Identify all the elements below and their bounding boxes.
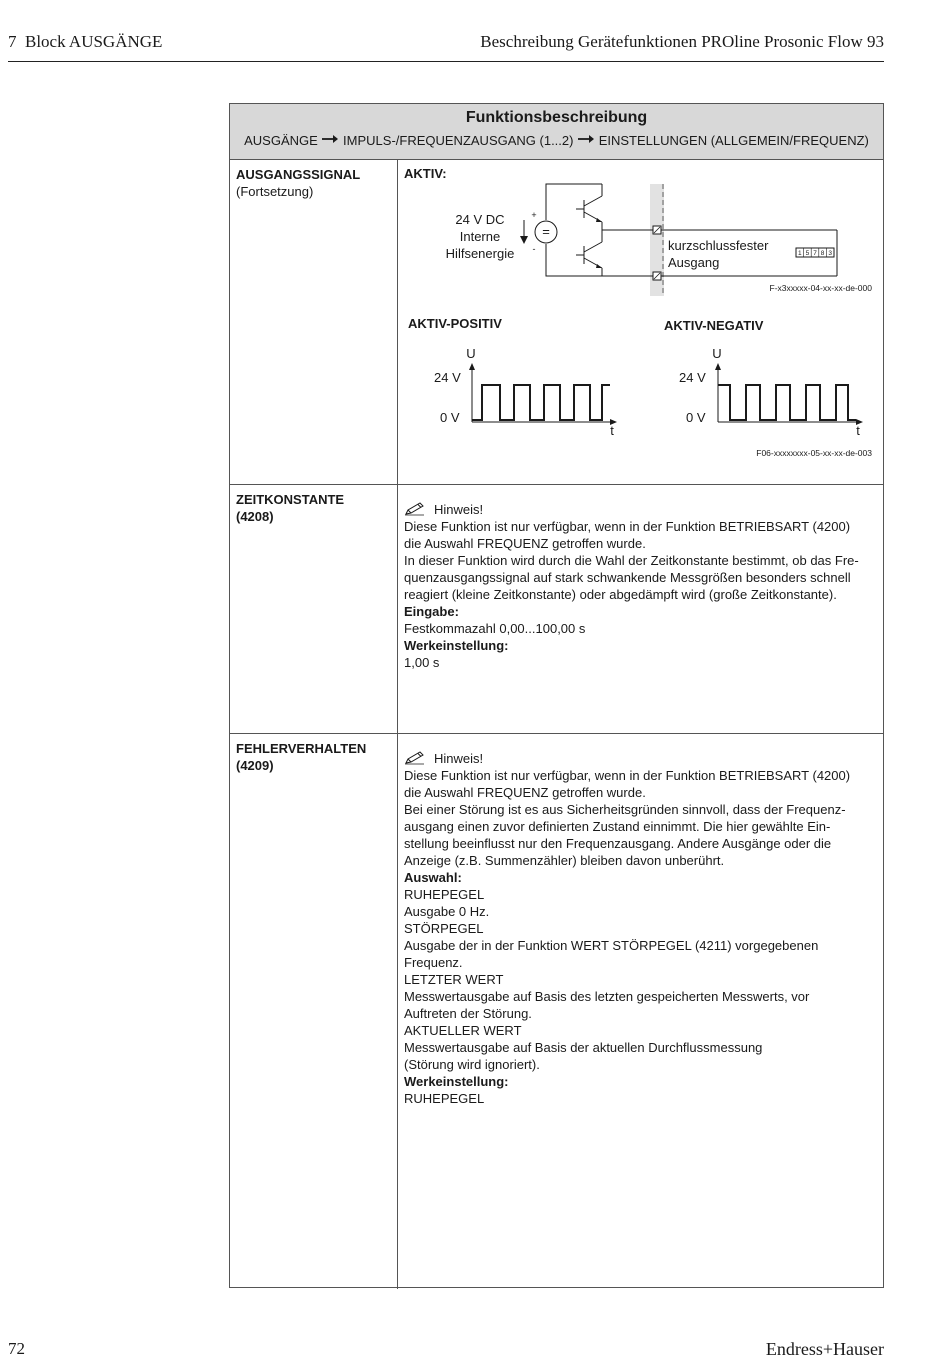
- chapter-title: 7 Block AUSGÄNGE: [8, 32, 163, 51]
- figure-code: F-x3xxxxx-04-xx-xx-de-000: [769, 283, 872, 293]
- document-title: Beschreibung Gerätefunktionen PROline Prosonic Flow 93: [480, 32, 884, 51]
- figure-code: F06-xxxxxxxx-05-xx-xx-de-003: [756, 448, 872, 458]
- paragraph-line: reagiert (kleine Zeitkonstante) oder abgedämpft wird (große Zeitkonstante).: [404, 587, 837, 602]
- note-line: [404, 750, 877, 767]
- menu-path: [230, 133, 883, 148]
- pulse-train-positive: [472, 385, 610, 420]
- pencil-note-icon: [404, 751, 426, 765]
- function-row-ausgangssignal: [230, 160, 883, 485]
- function-name-cell: [230, 485, 398, 733]
- option-description: (Störung wird ignoriert).: [404, 1057, 540, 1072]
- choice-label: Auswahl:: [404, 870, 462, 885]
- transistor-lower-arrow: [596, 264, 602, 268]
- paragraph-line: ausgang einen zuvor definierten Zustand einnimmt. Die hier gewählte Ein-: [404, 819, 831, 834]
- pencil-note-icon: [404, 502, 426, 516]
- paragraph-line: Bei einer Störung ist es aus Sicherheitsgründen sinnvoll, dass der Frequenz-: [404, 802, 846, 817]
- supply-label-line2: Interne: [459, 229, 501, 244]
- plus-sign: +: [531, 210, 537, 220]
- output-label-line2: Ausgang: [668, 255, 720, 270]
- current-arrow-head: [520, 236, 528, 244]
- menu-path-item: EINSTELLUNGEN (ALLGEMEIN/FREQUENZ): [598, 133, 869, 148]
- supply-label-line3: Hilfsenergie: [445, 246, 515, 261]
- counter-digit: 3: [828, 250, 833, 257]
- counter-digit: 5: [805, 250, 810, 257]
- transistor-upper-arrow: [596, 218, 602, 222]
- high-level-label-right: 24 V: [679, 370, 706, 385]
- function-name-cell: [230, 734, 398, 1289]
- paragraph-line: die Auswahl FREQUENZ getroffen wurde.: [404, 785, 646, 800]
- paragraph-line: Anzeige (z.B. Summenzähler) bleiben davon unberührt.: [404, 853, 725, 868]
- option-description: Frequenz.: [404, 955, 463, 970]
- default-label: Werkeinstellung:: [404, 638, 509, 653]
- transistor-lower-icon: [576, 230, 602, 276]
- minus-sign: -: [532, 244, 536, 254]
- supply-voltage-label: 24 V DC: [455, 212, 505, 227]
- note-label: Hinweis!: [434, 751, 484, 766]
- waveform-diagram: [398, 310, 884, 460]
- page-number: 72: [8, 1339, 25, 1358]
- waveform-title-negative: AKTIV-NEGATIV: [664, 318, 764, 333]
- option-name: RUHEPEGEL: [404, 887, 485, 902]
- option-description: Ausgabe 0 Hz.: [404, 904, 490, 919]
- circuit-diagram: [398, 160, 884, 300]
- function-description-cell: [398, 485, 883, 733]
- paragraph-line: Diese Funktion ist nur verfügbar, wenn in der Funktion BETRIEBSART (4200): [404, 768, 851, 783]
- function-name-cell: [230, 160, 398, 484]
- function-table: [229, 103, 884, 1288]
- default-value: RUHEPEGEL: [404, 1091, 485, 1106]
- function-name: AUSGANGSSIGNAL: [236, 167, 361, 182]
- default-value: 1,00 s: [404, 655, 440, 670]
- x-axis-label-right: t: [856, 423, 860, 438]
- function-subtitle: (Fortsetzung): [236, 184, 314, 199]
- aktiv-label: AKTIV:: [404, 166, 447, 181]
- y-axis-label-left: U: [466, 346, 476, 361]
- function-code: (4209): [236, 758, 274, 773]
- function-row-fehlerverhalten: [230, 734, 883, 1289]
- waveform-title-positive: AKTIV-POSITIV: [408, 316, 502, 331]
- function-name: ZEITKONSTANTE: [236, 492, 345, 507]
- supply-wire-top: [546, 184, 602, 220]
- option-name: AKTUELLER WERT: [404, 1023, 522, 1038]
- transistor-upper-icon: [576, 184, 602, 230]
- option-description: Messwertausgabe auf Basis des letzten gespeicherten Messwerts, vor: [404, 989, 810, 1004]
- paragraph-line: Diese Funktion ist nur verfügbar, wenn in der Funktion BETRIEBSART (4200): [404, 519, 851, 534]
- option-description: Ausgabe der in der Funktion WERT STÖRPEGEL (4211) vorgegebenen: [404, 938, 819, 953]
- page-header: [8, 32, 884, 62]
- option-name: STÖRPEGEL: [404, 921, 484, 936]
- pulse-train-negative: [718, 385, 856, 420]
- paragraph-line: die Auswahl FREQUENZ getroffen wurde.: [404, 536, 646, 551]
- option-name: LETZTER WERT: [404, 972, 504, 987]
- output-label-line1: kurzschlussfester: [668, 238, 769, 253]
- page-footer: [8, 1337, 884, 1361]
- counter-digit: 7: [813, 250, 817, 257]
- input-label: Eingabe:: [404, 604, 459, 619]
- table-title: Funktionsbeschreibung: [465, 109, 648, 126]
- low-level-label-left: 0 V: [440, 410, 460, 425]
- paragraph-line: quenzausgangssignal auf stark schwankende Messgrößen besonders schnell: [404, 570, 851, 585]
- high-level-label-left: 24 V: [434, 370, 461, 385]
- option-description: Auftreten der Störung.: [404, 1006, 532, 1021]
- arrow-right-icon: [321, 134, 339, 144]
- supply-wire-bottom: [546, 244, 602, 276]
- low-level-label-right: 0 V: [686, 410, 706, 425]
- counter-digit: 8: [820, 250, 825, 257]
- function-row-zeitkonstante: [230, 485, 883, 734]
- arrow-right-icon: [577, 134, 595, 144]
- note-line: [404, 501, 877, 518]
- function-description-cell: [398, 160, 883, 484]
- input-value: Festkommazahl 0,00...100,00 s: [404, 621, 586, 636]
- default-label: Werkeinstellung:: [404, 1074, 509, 1089]
- note-label: Hinweis!: [434, 502, 484, 517]
- menu-path-item: AUSGÄNGE: [244, 133, 318, 148]
- counter-icon: [796, 248, 834, 257]
- x-axis-label-left: t: [610, 423, 614, 438]
- dc-source-equals: =: [542, 224, 550, 239]
- option-description: Messwertausgabe auf Basis der aktuellen Durchflussmessung: [404, 1040, 763, 1055]
- menu-path-item: IMPULS-/FREQUENZAUSGANG (1...2): [343, 133, 574, 148]
- y-axis-arrow-left: [469, 363, 475, 370]
- y-axis-arrow-right: [715, 363, 721, 370]
- paragraph-line: stellung beeinflusst nur den Frequenzausgang. Andere Ausgänge oder die: [404, 836, 832, 851]
- function-name: FEHLERVERHALTEN: [236, 741, 367, 756]
- function-code: (4208): [236, 509, 274, 524]
- paragraph-line: In dieser Funktion wird durch die Wahl der Zeitkonstante bestimmt, ob das Fre-: [404, 553, 859, 568]
- y-axis-label-right: U: [712, 346, 722, 361]
- function-description-cell: [398, 734, 883, 1289]
- counter-digit: 1: [797, 250, 802, 257]
- brand-logo: Endress+Hauser: [765, 1339, 884, 1359]
- table-header: [230, 104, 883, 160]
